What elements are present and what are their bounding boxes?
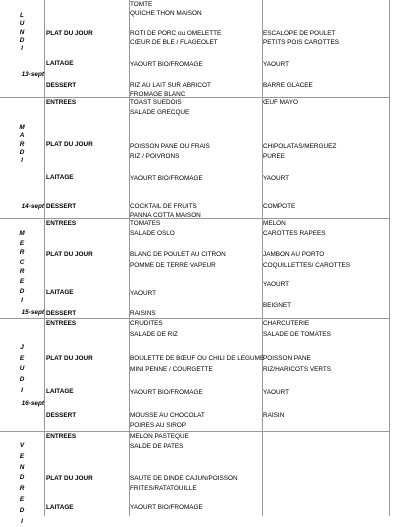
category-label-laitage: LAITAGE (46, 388, 74, 395)
menu-item: ESCALOPE DE POULET (263, 30, 336, 37)
menu-item: RIZ / POIVRONS (130, 153, 180, 160)
menu-item: ROTI DE PORC ou OMELETTE (130, 30, 222, 37)
menu-item: YAOURT (263, 61, 290, 68)
category-label-dessert: DESSERT (46, 203, 77, 210)
menu-item: POISSON PANE OU FRAIS (130, 143, 210, 150)
category-label-laitage: LAITAGE (46, 174, 74, 181)
category-label-laitage: LAITAGE (46, 504, 74, 511)
menu-item: PUREE (263, 153, 286, 160)
category-label-laitage: LAITAGE (46, 289, 74, 296)
menu-item: YAOURT (263, 175, 290, 182)
menu-item: RAISINS (130, 310, 156, 317)
category-label-entrees: ENTREES (46, 320, 77, 327)
category-label-dessert: DESSERT (46, 412, 77, 419)
row-divider (0, 318, 389, 319)
day-letters-mercredi: M E R C R E D I (19, 230, 25, 305)
menu-item: SALADE DE TOMATES (263, 331, 331, 338)
menu-item: RIZ/HARICOTS VERTS (263, 366, 332, 373)
menu-item: TOMATES (130, 220, 161, 227)
menu-item: SAUTE DE DINDE CAJUN/POISSON (130, 475, 238, 482)
menu-item: MOUSSE AU CHOCOLAT (130, 412, 205, 419)
menu-item: YAOURT (263, 389, 290, 396)
category-label-plat: PLAT DU JOUR (46, 141, 93, 148)
category-label-dessert: DESSERT (46, 310, 77, 317)
menu-item: JAMBON AU PORTO (263, 251, 325, 258)
menu-item: MELON (263, 220, 286, 227)
category-label-entrees: ENTREES (46, 433, 77, 440)
menu-item: CHARCUTERIE (263, 320, 310, 327)
menu-item: COCKTAIL DE FRUITS (130, 203, 197, 210)
day-letters-jeudi: J E U D I (19, 344, 25, 394)
col-divider-option-b (389, 0, 390, 516)
category-label-plat: PLAT DU JOUR (46, 355, 93, 362)
menu-item: POMME DE TERRE VAPEUR (130, 262, 216, 269)
menu-item: RIZ AU LAIT SUR ABRICOT (130, 82, 211, 89)
date-mardi: 14-sept (21, 203, 44, 210)
menu-item: COQUILLETTES/ CAROTTES (263, 262, 350, 269)
menu-item: MINI PENNE / COURGETTE (130, 366, 213, 373)
menu-item: YAOURT BIO/FROMAGE (130, 389, 203, 396)
menu-item: YAOURT BIO/FROMAGE (130, 175, 203, 182)
menu-item: FROMAGE BLANC (130, 91, 186, 98)
menu-item: TOAST SUEDOIS (130, 99, 182, 106)
menu-item: SALADE OSLO (130, 230, 175, 237)
menu-item: FRITES/RATATOUILLE (130, 485, 197, 492)
menu-item: YAOURT (263, 281, 290, 288)
menu-item: POISSON PANE (263, 355, 311, 362)
menu-item: RAISIN (263, 412, 285, 419)
menu-item: SALDE DE PATES (130, 443, 184, 450)
menu-item: SALADE DE RIZ (130, 331, 178, 338)
menu-item: BOULETTE DE BŒUF OU CHILI DE LEGUME (130, 355, 265, 362)
category-label-dessert: DESSERT (46, 82, 77, 89)
menu-item: POIRES AU SIROP (130, 422, 187, 429)
row-divider (0, 97, 389, 98)
row-divider (0, 431, 389, 432)
menu-item: CHIPOLATAS/MERGUEZ (263, 143, 337, 150)
col-divider-option-a (262, 0, 263, 516)
date-jeudi: 16-sept (21, 400, 44, 407)
menu-item: TOMTE (130, 1, 153, 8)
category-label-plat: PLAT DU JOUR (46, 251, 93, 258)
menu-item: BLANC DE POULET AU CITRON (130, 251, 226, 258)
menu-item: CRUDITES (130, 320, 163, 327)
category-label-entrees: ENTREES (46, 220, 77, 227)
menu-item: ŒUF MAYO (263, 99, 299, 106)
menu-item: MELON PASTEQUE (130, 433, 189, 440)
category-label-plat: PLAT DU JOUR (46, 30, 93, 37)
day-letters-vendredi: V E N D R E D I (19, 442, 25, 525)
menu-item: BEIGNET (263, 302, 292, 309)
date-lundi: 13-sept (21, 71, 44, 78)
category-label-laitage: LAITAGE (46, 60, 74, 67)
day-letters-mardi: M A R D I (19, 124, 25, 165)
menu-item: YAOURT (130, 290, 157, 297)
col-divider-day (44, 0, 45, 516)
menu-item: QUICHE THON MAISON (130, 10, 202, 17)
menu-item: BARRE GLACEE (263, 82, 313, 89)
menu-item: YAOURT BIO/FROMAGE (130, 61, 203, 68)
menu-item: COMPOTE (263, 203, 296, 210)
menu-item: CAROTTES RAPEES (263, 230, 326, 237)
menu-item: SALADE GRECQUE (130, 109, 190, 116)
date-mercredi: 15-sept (21, 309, 44, 316)
category-label-entrees: ENTREES (46, 99, 77, 106)
category-label-plat: PLAT DU JOUR (46, 475, 93, 482)
menu-item: YAOURT BIO/FROMAGE (130, 504, 203, 511)
menu-item: PANNA COTTA MAISON (130, 212, 201, 219)
menu-item: PETITS POIS CAROTTES (263, 39, 339, 46)
day-letters-lundi: L U N D I (19, 12, 25, 53)
menu-item: CŒUR DE BLE / FLAGEOLET (130, 39, 218, 46)
